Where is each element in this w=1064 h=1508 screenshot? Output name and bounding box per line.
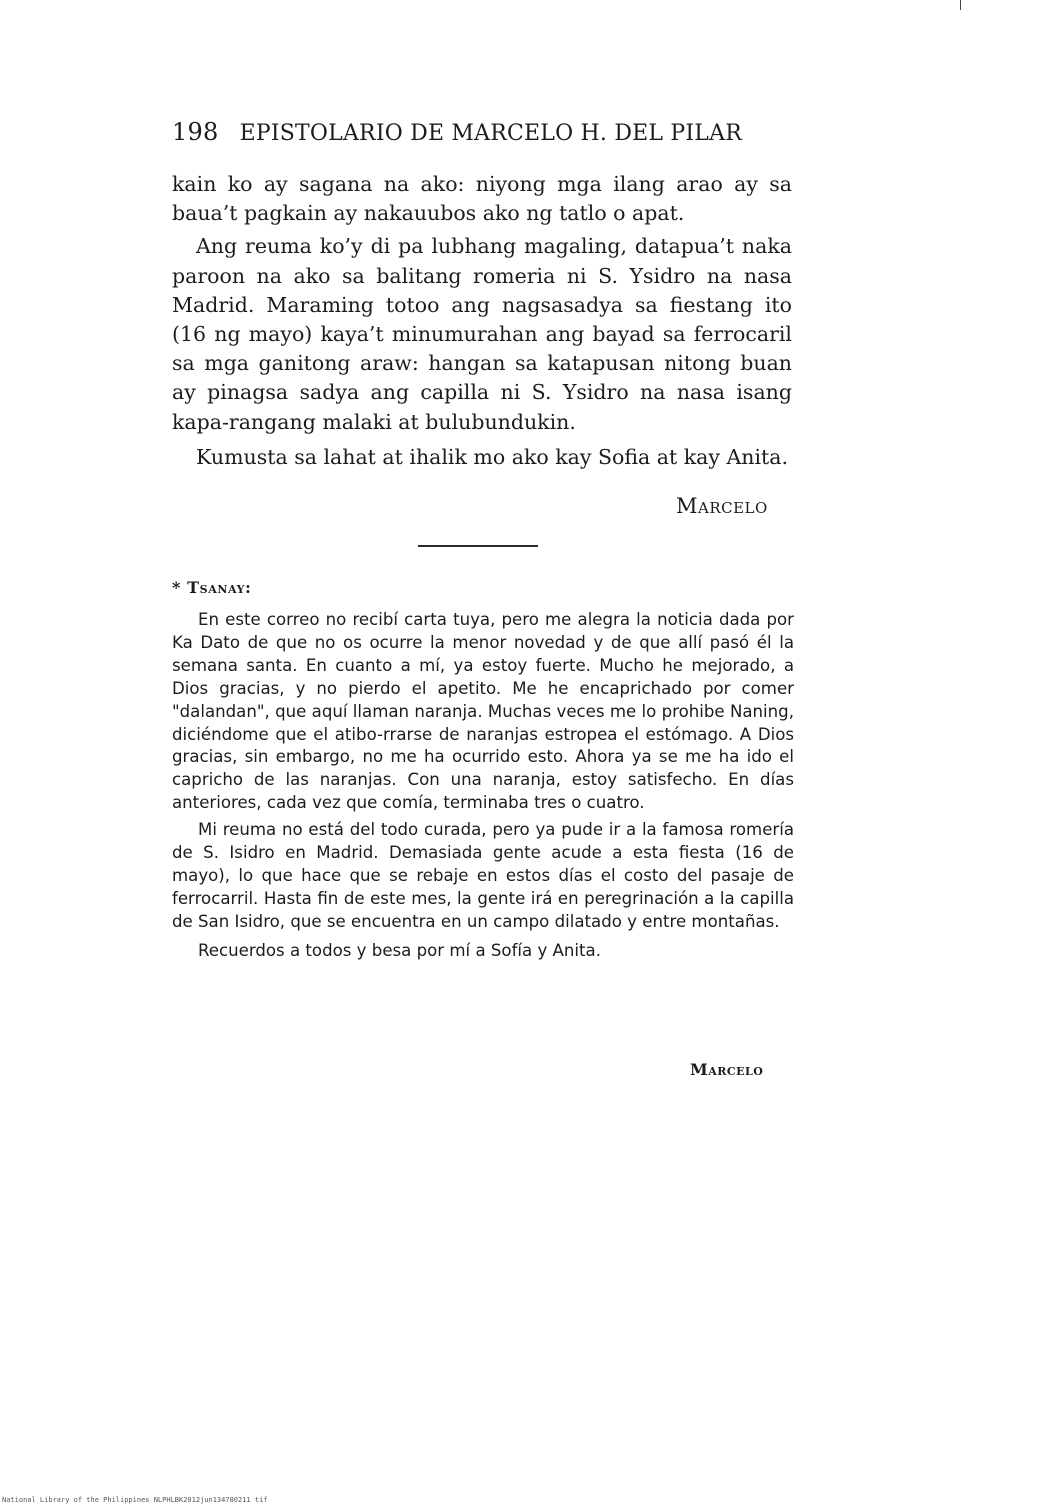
- running-title: EPISTOLARIO DE MARCELO H. DEL PILAR: [239, 121, 742, 146]
- spanish-paragraph-3: Recuerdos a todos y besa por mí a Sofía y Anita.: [198, 940, 601, 960]
- spanish-paragraph-1: En este correo no recibí carta tuya, pero me alegra la noticia dada por Ka Dato de que no os ocurre la menor novedad y de que allí pasó él la semana santa. En cuanto a mí, ya estoy fuerte. Mucho he mejorado, a Dios gracias, y no pierdo el apetito. Me he encaprichado por comer "dalandan", que aquí llaman naranja. Muchas veces me lo prohibe Naning, diciéndome que el atibo-rrarse de naranjas estropea el estómago. A Dios gracias, sin embargo, no me ha ocurrido esto. Ahora ya se me ha ido el capricho de las naranjas. Con una naranja, estoy satisfecho. En días anteriores, cada vez que comía, terminaba tres o cuatro.: [172, 610, 794, 813]
- tagalog-paragraph-2: Ang reuma ko’y di pa lubhang magaling, datapua’t naka paroon na ako sa balitang romeria ni S. Ysidro na nasa Madrid. Maraming totoo ang nagsasadya sa fiestang ito (16 ng mayo) kaya’t minumurahan ang bayad sa ferrocaril sa mga ganitong araw: hangan sa katapusan nitong buan ay pinagsa sadya ang capilla ni S. Ysidro na nasa isang kapa-rangang malaki at bulubundukin.: [172, 234, 792, 434]
- tagalog-letter-body: [172, 170, 792, 472]
- running-header: [172, 118, 742, 146]
- translation-heading: * Tsanay:: [172, 578, 252, 597]
- tagalog-paragraph-3: Kumusta sa lahat at ihalik mo ako kay Sofia at kay Anita.: [196, 444, 789, 469]
- section-divider: [418, 545, 538, 547]
- page-number: 198: [172, 118, 219, 146]
- spanish-signature: Marcelo: [690, 1060, 764, 1079]
- scan-credit-footer: National Library of the Philippines NLPHLBK2012jun134780211 tif: [2, 1496, 268, 1504]
- scan-edge-mark: [960, 0, 961, 10]
- tagalog-paragraph-1: kain ko ay sagana na ako: niyong mga ilang arao ay sa baua’t pagkain ay nakauubos ako ng tatlo o apat.: [172, 172, 792, 226]
- tagalog-signature: Marcelo: [676, 494, 768, 518]
- spanish-paragraph-2: Mi reuma no está del todo curada, pero ya pude ir a la famosa romería de S. Isidro en Madrid. Demasiada gente acude a esta fiesta (16 de mayo), lo que hace que se rebaje en estos días el costo del pasaje de ferrocarril. Hasta fin de este mes, la gente irá en peregrinación a la capilla de San Isidro, que se encuentra en un campo dilatado y entre montañas.: [172, 820, 794, 931]
- spanish-translation-body: [172, 609, 794, 963]
